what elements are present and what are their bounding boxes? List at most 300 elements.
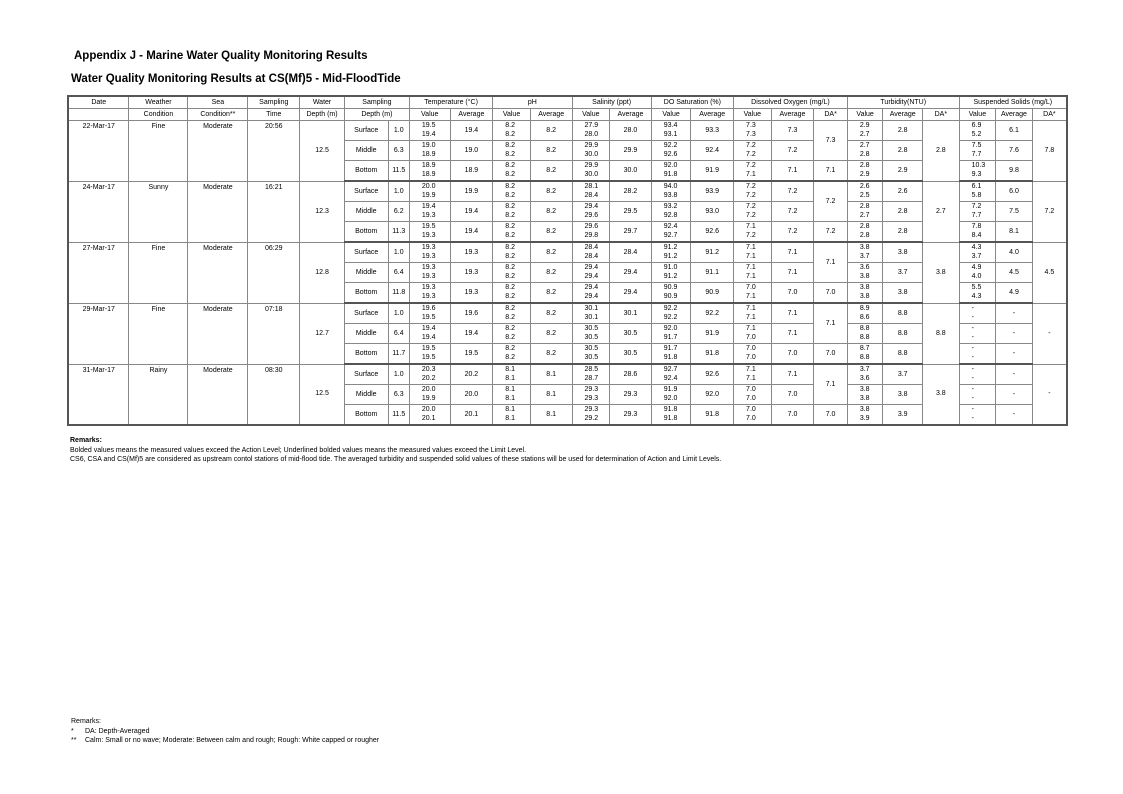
level-name-cell: Middle: [344, 202, 388, 222]
table-row: [68, 181, 1067, 202]
suspended-solids-values-reading: -: [971, 354, 974, 361]
footnote-text: DA: Depth-Averaged: [85, 727, 150, 735]
salinity-values-reading: 29.4: [584, 293, 599, 300]
level-name-cell: Middle: [344, 324, 388, 344]
do-saturation-values-reading: 94.0: [663, 183, 678, 191]
turbidity-values-reading: 3.8: [859, 386, 870, 394]
ph-average: 8.2: [530, 283, 572, 304]
temperature-values: [409, 263, 450, 283]
do-saturation-values-reading: 92.4: [663, 223, 678, 231]
salinity-values-reading: 30.1: [584, 305, 599, 313]
turbidity-values-reading: 2.6: [859, 183, 870, 191]
remarks-top-heading: Remarks:: [70, 437, 102, 444]
suspended-solids-values-reading: 4.3: [971, 244, 982, 252]
turbidity-values: [847, 405, 883, 426]
temperature-values-reading: 19.5: [421, 223, 436, 231]
turbidity-values-reading: 3.8: [859, 406, 870, 414]
salinity-values: [572, 242, 610, 263]
salinity-values-reading: 30.5: [584, 345, 599, 353]
dissolved-oxygen-values-reading: 7.2: [746, 151, 756, 158]
salinity-values-reading: 29.4: [584, 284, 599, 292]
temperature-average: 19.4: [450, 121, 493, 141]
suspended-solids-values: [959, 181, 996, 202]
turbidity-da: 2.8: [923, 121, 960, 182]
salinity-values: [572, 222, 610, 243]
dissolved-oxygen-values-reading: 7.1: [746, 293, 756, 300]
col-sea-sub: Condition**: [188, 109, 248, 121]
do-saturation-average: 92.2: [691, 303, 734, 324]
temperature-values-reading: 19.5: [421, 354, 436, 361]
ph-average: 8.2: [530, 263, 572, 283]
turbidity-values: [847, 364, 883, 385]
suspended-solids-values-reading: -: [971, 415, 974, 422]
level-name-cell: Bottom: [344, 161, 388, 182]
turbidity-values-reading: 8.6: [859, 314, 870, 321]
date-cell: 22-Mar-17: [68, 121, 129, 182]
temperature-average: 20.0: [450, 385, 493, 405]
ph-values-reading: 8.1: [505, 395, 515, 402]
temperature-values: [409, 324, 450, 344]
ph-values: [493, 344, 531, 365]
turbidity-values: [847, 161, 883, 182]
turbidity-values: [847, 324, 883, 344]
dissolved-oxygen-values: [734, 181, 772, 202]
turbidity-values-reading: 2.5: [859, 192, 870, 199]
salinity-average: 29.3: [610, 405, 652, 426]
dissolved-oxygen-average: 7.0: [771, 405, 814, 426]
dissolved-oxygen-average: 7.2: [771, 222, 814, 243]
salinity-average: 28.2: [610, 181, 652, 202]
weather-cell: Fine: [129, 242, 188, 303]
do-saturation-average: 91.8: [691, 344, 734, 365]
turbidity-values: [847, 181, 883, 202]
dissolved-oxygen-values-reading: 7.2: [746, 192, 756, 199]
dissolved-oxygen-values-reading: 7.1: [746, 325, 756, 333]
do-saturation-values-reading: 91.9: [663, 386, 678, 394]
level-name-cell: Bottom: [344, 283, 388, 304]
suspended-solids-values-reading: -: [971, 406, 974, 414]
ph-values: [493, 181, 531, 202]
turbidity-values-reading: 8.8: [859, 325, 870, 333]
water-depth-cell: 12.8: [300, 242, 345, 303]
ph-values: [493, 303, 531, 324]
turbidity-average: 3.8: [883, 242, 923, 263]
temperature-values-reading: 19.3: [421, 212, 436, 219]
dissolved-oxygen-values: [734, 324, 772, 344]
salinity-values: [572, 324, 610, 344]
do-saturation-values-reading: 92.4: [663, 375, 678, 382]
suspended-solids-average: 6.0: [996, 181, 1033, 202]
salinity-values: [572, 181, 610, 202]
salinity-values: [572, 344, 610, 365]
turbidity-average: 3.7: [883, 364, 923, 385]
temperature-values-reading: 19.3: [421, 244, 436, 252]
suspended-solids-values-reading: 5.5: [971, 284, 982, 292]
turbidity-values-reading: 2.7: [859, 212, 870, 219]
do-saturation-values: [651, 303, 691, 324]
ph-values-reading: 8.2: [505, 244, 515, 252]
do-saturation-values: [651, 263, 691, 283]
turbidity-values: [847, 121, 883, 141]
dissolved-oxygen-values-reading: 7.0: [746, 395, 756, 402]
dissolved-oxygen-values: [734, 141, 772, 161]
turbidity-values: [847, 202, 883, 222]
ph-average: 8.2: [530, 181, 572, 202]
col-dissolved-oxygen: Dissolved Oxygen (mg/L): [734, 96, 848, 109]
dissolved-oxygen-values-reading: 7.2: [746, 203, 756, 211]
dissolved-oxygen-average: 7.1: [771, 364, 814, 385]
salinity-values-reading: 30.5: [584, 354, 599, 361]
temperature-values-reading: 18.9: [421, 162, 436, 170]
subcol-average: Average: [883, 109, 923, 121]
ph-values-reading: 8.1: [505, 366, 515, 374]
subcol-da: DA*: [1032, 109, 1067, 121]
ph-average: 8.2: [530, 242, 572, 263]
do-saturation-values-reading: 93.1: [663, 131, 678, 138]
temperature-values-reading: 20.3: [421, 366, 436, 374]
turbidity-values-reading: 3.7: [859, 253, 870, 260]
salinity-average: 29.4: [610, 283, 652, 304]
water-depth-cell: 12.5: [300, 364, 345, 425]
ph-values: [493, 222, 531, 243]
suspended-solids-values: [959, 263, 996, 283]
ph-average: 8.2: [530, 222, 572, 243]
table-body: [68, 121, 1067, 426]
salinity-average: 30.5: [610, 324, 652, 344]
do-saturation-average: 92.6: [691, 364, 734, 385]
salinity-average: 29.7: [610, 222, 652, 243]
col-water-depth: Water: [300, 96, 345, 109]
salinity-values-reading: 29.3: [584, 386, 599, 394]
level-name-cell: Middle: [344, 141, 388, 161]
temperature-values: [409, 344, 450, 365]
temperature-values-reading: 19.3: [421, 273, 436, 280]
col-sampling-depth-sub: Depth (m): [344, 109, 409, 121]
level-name-cell: Middle: [344, 385, 388, 405]
turbidity-values-reading: 2.7: [859, 131, 870, 138]
temperature-values-reading: 20.2: [421, 375, 436, 382]
ph-values-reading: 8.2: [505, 192, 515, 199]
suspended-solids-values-reading: 6.9: [971, 122, 982, 130]
weather-cell: Fine: [129, 121, 188, 182]
do-saturation-average: 92.6: [691, 222, 734, 243]
dissolved-oxygen-values: [734, 344, 772, 365]
temperature-values: [409, 303, 450, 324]
level-name-cell: Surface: [344, 242, 388, 263]
ph-values-reading: 8.2: [505, 232, 515, 239]
suspended-solids-values-reading: -: [971, 314, 974, 321]
subcol-average: Average: [530, 109, 572, 121]
salinity-values: [572, 121, 610, 141]
salinity-values-reading: 28.1: [584, 183, 599, 191]
temperature-values-reading: 20.1: [421, 415, 436, 422]
do-saturation-values-reading: 92.2: [663, 314, 678, 321]
remarks-bottom: [71, 717, 379, 746]
ph-values: [493, 263, 531, 283]
do-saturation-values-reading: 92.8: [663, 212, 678, 219]
temperature-values-reading: 19.3: [421, 253, 436, 260]
turbidity-values: [847, 263, 883, 283]
do-saturation-values: [651, 242, 691, 263]
do-saturation-average: 91.2: [691, 242, 734, 263]
salinity-values: [572, 385, 610, 405]
level-depth-cell: 11.3: [388, 222, 409, 243]
turbidity-da: 3.8: [923, 364, 960, 425]
remarks-bottom-heading: Remarks:: [71, 718, 101, 725]
salinity-values-reading: 30.0: [584, 151, 599, 158]
ph-average: 8.2: [530, 202, 572, 222]
salinity-average: 28.0: [610, 121, 652, 141]
turbidity-values: [847, 283, 883, 304]
temperature-values-reading: 19.3: [421, 264, 436, 272]
temperature-values: [409, 242, 450, 263]
dissolved-oxygen-da-bottom: 7.1: [814, 161, 848, 182]
level-name-cell: Surface: [344, 181, 388, 202]
do-saturation-values: [651, 161, 691, 182]
temperature-values: [409, 364, 450, 385]
salinity-values: [572, 202, 610, 222]
col-time-sub: Time: [248, 109, 300, 121]
suspended-solids-values-reading: -: [971, 334, 974, 341]
do-saturation-average: 93.0: [691, 202, 734, 222]
salinity-values-reading: 29.6: [584, 212, 599, 219]
temperature-values: [409, 283, 450, 304]
footnote-sea-condition: [71, 736, 379, 746]
col-time: Sampling: [248, 96, 300, 109]
level-depth-cell: 6.4: [388, 324, 409, 344]
dissolved-oxygen-values-reading: 7.0: [746, 334, 756, 341]
do-saturation-values: [651, 283, 691, 304]
salinity-average: 29.9: [610, 141, 652, 161]
ph-values: [493, 242, 531, 263]
do-saturation-values-reading: 91.2: [663, 253, 678, 260]
temperature-values-reading: 18.9: [421, 171, 436, 178]
salinity-values-reading: 29.9: [584, 162, 599, 170]
dissolved-oxygen-values: [734, 242, 772, 263]
suspended-solids-da: 7.2: [1032, 181, 1067, 242]
subcol-da: DA*: [923, 109, 960, 121]
ph-average: 8.2: [530, 324, 572, 344]
temperature-values-reading: 19.0: [421, 142, 436, 150]
suspended-solids-values-reading: 8.4: [971, 232, 982, 239]
turbidity-values-reading: 3.6: [859, 264, 870, 272]
temperature-values: [409, 222, 450, 243]
do-saturation-values-reading: 91.7: [663, 334, 678, 341]
turbidity-values-reading: 2.8: [859, 223, 870, 231]
temperature-values-reading: 20.0: [421, 406, 436, 414]
suspended-solids-da: 4.5: [1032, 242, 1067, 303]
level-depth-cell: 1.0: [388, 181, 409, 202]
ph-values-reading: 8.2: [505, 212, 515, 219]
salinity-values-reading: 30.5: [584, 334, 599, 341]
remark-line: CS6, CSA and CS(Mf)5 are considered as upstream contol stations of mid-flood tide. The averaged turbidity and suspended solid values of these stations will be used for determination of Action and Limit Levels.: [70, 456, 722, 463]
weather-cell: Fine: [129, 303, 188, 364]
col-water-depth-sub: Depth (m): [300, 109, 345, 121]
salinity-values: [572, 263, 610, 283]
do-saturation-values-reading: 93.4: [663, 122, 678, 130]
turbidity-values-reading: 2.8: [859, 151, 870, 158]
suspended-solids-values-reading: -: [971, 395, 974, 402]
temperature-values-reading: 19.5: [421, 314, 436, 321]
dissolved-oxygen-values-reading: 7.2: [746, 212, 756, 219]
ph-values-reading: 8.1: [505, 386, 515, 394]
turbidity-values: [847, 141, 883, 161]
subcol-da: DA*: [814, 109, 848, 121]
do-saturation-values-reading: 92.2: [663, 305, 678, 313]
salinity-values-reading: 29.4: [584, 264, 599, 272]
sampling-time-cell: 06:29: [248, 242, 300, 303]
ph-average: 8.1: [530, 405, 572, 426]
dissolved-oxygen-average: 7.1: [771, 303, 814, 324]
do-saturation-values-reading: 91.2: [663, 244, 678, 252]
ph-values: [493, 324, 531, 344]
dissolved-oxygen-average: 7.0: [771, 283, 814, 304]
do-saturation-values: [651, 202, 691, 222]
dissolved-oxygen-values-reading: 7.0: [746, 386, 756, 394]
suspended-solids-values-reading: 4.3: [971, 293, 982, 300]
temperature-average: 20.2: [450, 364, 493, 385]
ph-average: 8.2: [530, 161, 572, 182]
do-saturation-values-reading: 91.8: [663, 406, 678, 414]
do-saturation-values-reading: 90.9: [663, 293, 678, 300]
ph-values: [493, 385, 531, 405]
suspended-solids-values-reading: 3.7: [971, 253, 982, 260]
suspended-solids-values-reading: 5.8: [971, 192, 982, 199]
dissolved-oxygen-da: 7.1: [814, 364, 848, 405]
dissolved-oxygen-average: 7.2: [771, 202, 814, 222]
col-weather: Weather: [129, 96, 188, 109]
do-saturation-values: [651, 385, 691, 405]
dissolved-oxygen-average: 7.1: [771, 324, 814, 344]
ph-values-reading: 8.2: [505, 305, 515, 313]
dissolved-oxygen-average: 7.2: [771, 181, 814, 202]
salinity-values-reading: 28.4: [584, 192, 599, 199]
do-saturation-values-reading: 91.0: [663, 264, 678, 272]
subcol-average: Average: [610, 109, 652, 121]
ph-values: [493, 405, 531, 426]
ph-average: 8.2: [530, 141, 572, 161]
sea-condition-cell: Moderate: [188, 242, 248, 303]
level-name-cell: Surface: [344, 364, 388, 385]
suspended-solids-values-reading: 10.3: [971, 162, 986, 170]
suspended-solids-values-reading: 5.2: [971, 131, 982, 138]
salinity-values-reading: 29.3: [584, 395, 599, 402]
temperature-values: [409, 181, 450, 202]
col-turbidity: Turbidity(NTU): [847, 96, 959, 109]
dissolved-oxygen-average: 7.2: [771, 141, 814, 161]
suspended-solids-values: [959, 385, 996, 405]
ph-values: [493, 364, 531, 385]
turbidity-values: [847, 303, 883, 324]
suspended-solids-values: [959, 202, 996, 222]
table-header: [68, 96, 1067, 121]
suspended-solids-average: 9.8: [996, 161, 1033, 182]
suspended-solids-values-reading: -: [971, 305, 974, 313]
level-depth-cell: 1.0: [388, 303, 409, 324]
dissolved-oxygen-values-reading: 7.0: [746, 406, 756, 414]
table-row: [68, 121, 1067, 141]
footnote-mark: *: [71, 727, 74, 735]
turbidity-average: 8.8: [883, 344, 923, 365]
do-saturation-values: [651, 121, 691, 141]
suspended-solids-average: -: [996, 303, 1033, 324]
level-name-cell: Middle: [344, 263, 388, 283]
suspended-solids-values: [959, 303, 996, 324]
temperature-values-reading: 19.9: [421, 192, 436, 199]
do-saturation-values-reading: 90.9: [663, 284, 678, 292]
ph-values-reading: 8.2: [505, 162, 515, 170]
suspended-solids-average: -: [996, 364, 1033, 385]
turbidity-values-reading: 3.8: [859, 284, 870, 292]
ph-values-reading: 8.2: [505, 142, 515, 150]
suspended-solids-values-reading: 7.7: [971, 151, 982, 158]
level-name-cell: Bottom: [344, 222, 388, 243]
suspended-solids-values: [959, 222, 996, 243]
level-depth-cell: 1.0: [388, 364, 409, 385]
salinity-average: 29.4: [610, 263, 652, 283]
temperature-average: 19.6: [450, 303, 493, 324]
ph-values-reading: 8.2: [505, 203, 515, 211]
dissolved-oxygen-values-reading: 7.1: [746, 273, 756, 280]
footnote-text: Calm: Small or no wave; Moderate: Between calm and rough; Rough: White capped or rougher: [85, 737, 380, 744]
dissolved-oxygen-values-reading: 7.1: [746, 305, 756, 313]
turbidity-values-reading: 2.8: [859, 162, 870, 170]
dissolved-oxygen-values-reading: 7.1: [746, 314, 756, 321]
ph-values: [493, 141, 531, 161]
dissolved-oxygen-values-reading: 7.0: [746, 284, 756, 292]
water-quality-table: [67, 95, 1068, 426]
footnote-mark: **: [71, 737, 77, 744]
do-saturation-values: [651, 405, 691, 426]
dissolved-oxygen-values-reading: 7.1: [746, 264, 756, 272]
salinity-values-reading: 28.0: [584, 131, 599, 138]
suspended-solids-da: 7.8: [1032, 121, 1067, 182]
salinity-average: 29.5: [610, 202, 652, 222]
sampling-time-cell: 16:21: [248, 181, 300, 242]
turbidity-da: 8.8: [923, 303, 960, 364]
do-saturation-values-reading: 92.6: [663, 151, 678, 158]
suspended-solids-average: -: [996, 344, 1033, 365]
suspended-solids-values-reading: -: [971, 375, 974, 382]
dissolved-oxygen-values-reading: 7.2: [746, 162, 756, 170]
dissolved-oxygen-values-reading: 7.1: [746, 244, 756, 252]
sea-condition-cell: Moderate: [188, 364, 248, 425]
temperature-values-reading: 19.3: [421, 232, 436, 239]
dissolved-oxygen-values: [734, 385, 772, 405]
col-date-sub: [68, 109, 129, 121]
dissolved-oxygen-values-reading: 7.0: [746, 345, 756, 353]
level-name-cell: Bottom: [344, 405, 388, 426]
do-saturation-average: 91.8: [691, 405, 734, 426]
salinity-values-reading: 28.4: [584, 244, 599, 252]
do-saturation-average: 93.3: [691, 121, 734, 141]
date-cell: 29-Mar-17: [68, 303, 129, 364]
dissolved-oxygen-average: 7.3: [771, 121, 814, 141]
ph-values-reading: 8.2: [505, 171, 515, 178]
ph-average: 8.1: [530, 364, 572, 385]
turbidity-values-reading: 3.7: [859, 366, 870, 374]
water-depth-cell: 12.5: [300, 121, 345, 182]
ph-values-reading: 8.2: [505, 122, 515, 130]
salinity-average: 30.1: [610, 303, 652, 324]
level-depth-cell: 1.0: [388, 242, 409, 263]
suspended-solids-values: [959, 283, 996, 304]
salinity-values-reading: 29.2: [584, 415, 599, 422]
suspended-solids-average: -: [996, 385, 1033, 405]
water-depth-cell: 12.3: [300, 181, 345, 242]
dissolved-oxygen-values: [734, 405, 772, 426]
do-saturation-values-reading: 91.7: [663, 345, 678, 353]
